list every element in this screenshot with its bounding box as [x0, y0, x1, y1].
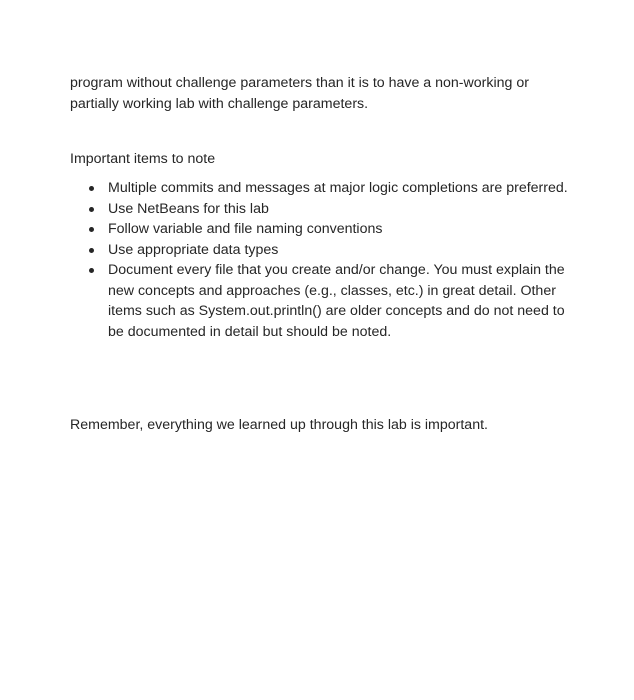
list-item-text: Document every file that you create and/or change. You must explain the new concepts and approaches (e.g., classes, etc.) in great detail. Other items such as System.out.println() are older concepts and do not need to be documented in detail but should be noted. — [108, 262, 565, 340]
notes-list — [88, 178, 578, 342]
list-item-text: Follow variable and file naming conventions — [108, 221, 383, 237]
list-item-text: Use appropriate data types — [108, 241, 279, 258]
closing-paragraph: Remember, everything we learned up through this lab is important. — [70, 417, 488, 433]
notes-heading: Important items to note — [70, 151, 216, 167]
list-item — [88, 178, 578, 199]
list-item — [88, 199, 578, 220]
list-item-text: Use NetBeans for this lab — [108, 200, 269, 217]
list-item — [88, 240, 578, 261]
list-item — [88, 260, 578, 342]
list-item — [88, 219, 578, 240]
bullet-icon — [89, 186, 94, 191]
bullet-icon — [89, 207, 94, 212]
bullet-icon — [89, 268, 94, 273]
list-item-text: Multiple commits and messages at major logic completions are preferred. — [108, 180, 568, 196]
bullet-icon — [89, 227, 94, 232]
bullet-icon — [89, 248, 94, 253]
intro-paragraph: program without challenge parameters than it is to have a non-working or partially working lab with challenge parameters. — [70, 75, 529, 112]
